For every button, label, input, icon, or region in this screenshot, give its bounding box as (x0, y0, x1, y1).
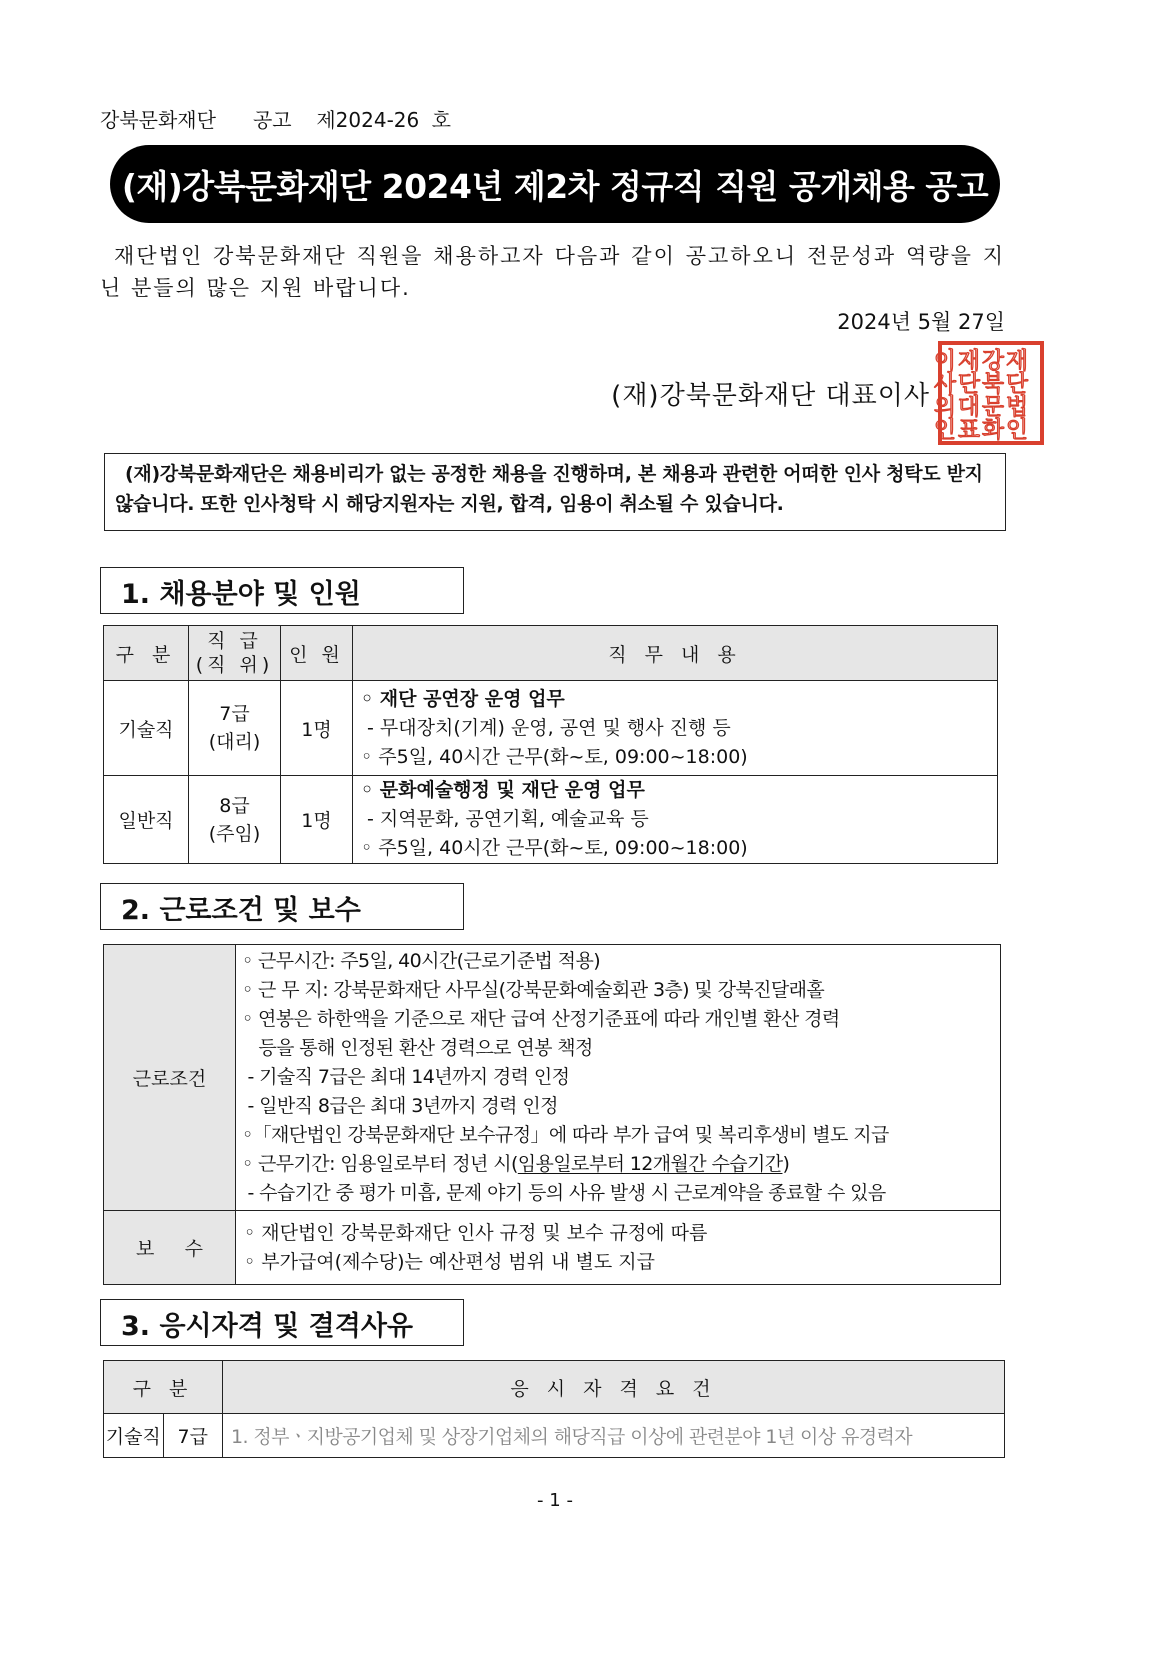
col-type: 구 분 (104, 1361, 223, 1414)
section-heading-2: 2. 근로조건 및 보수 (100, 883, 464, 930)
pay-list: ◦ 재단법인 강북문화재단 인사 규정 및 보수 규정에 따름 ◦ 부가급여(제수당)는 예산편성 범위 내 별도 지급 (236, 1211, 1001, 1285)
pay-label: 보 수 (104, 1211, 236, 1285)
page-number: - 1 - (537, 1490, 573, 1511)
announcement-date: 2024년 5월 27일 (837, 310, 1005, 334)
seal-glyph: 화 (981, 417, 1005, 443)
table-row (104, 776, 998, 864)
seal-glyph: 표 (957, 417, 981, 443)
seal-glyph: 의 (933, 394, 957, 420)
seal-glyph: 대 (957, 394, 981, 420)
qualifications-table (103, 1360, 1005, 1458)
requirement: 1. 정부ㆍ지방공기업체 및 상장기업체의 해당직급 이상에 관련분야 1년 이상 유경력자 (223, 1414, 1005, 1458)
seal-glyph: 사 (933, 371, 957, 397)
headcount: 1명 (281, 776, 353, 864)
job-type: 기술직 (104, 681, 189, 776)
job-grade: 7급 (163, 1414, 223, 1458)
seal-glyph: 문 (981, 394, 1005, 420)
seal-glyph: 단 (957, 371, 981, 397)
seal-glyph: 인 (1005, 417, 1029, 443)
table-row (104, 1414, 1005, 1458)
seal-glyph: 북 (981, 371, 1005, 397)
headcount: 1명 (281, 681, 353, 776)
seal-glyph: 이 (933, 348, 957, 374)
job-type: 일반직 (104, 776, 189, 864)
table-row (104, 681, 998, 776)
seal-glyph: 재 (1005, 348, 1029, 374)
col-type: 구 분 (104, 626, 189, 681)
job-type: 기술직 (104, 1414, 164, 1458)
seal-glyph: 재 (957, 348, 981, 374)
conditions-list: ◦ 근무시간: 주5일, 40시간(근로기준법 적용) ◦ 근 무 지: 강북문화재단 사무실(강북문화예술회관 3층) 및 강북진달래홀 ◦ 연봉은 하한액을 기준으로 재단 급여 산정기준표에 따라 개인별 환산 경력 등을 통해 인정된 환산 경력으로 연봉 책정 - 기술직 7급은 최대 14년까지 경력 인정 - 일반직 8급은 최대 3년까지 경력 인정 ◦「재단법인 강북문화재단 보수규정」에 따라 부가 급여 및 복리후생비 별도 지급 ◦ 근무기간: 임용일로부터 정년 시(임용일로부터 12개월간 수습기간) - 수습기간 중 평가 미흡, 문제 야기 등의 사유 발생 시 근로계약을 종료할 수 있음 (236, 945, 1001, 1211)
job-grade: 8급 (주임) (189, 776, 281, 864)
col-requirements: 응 시 자 격 요 건 (223, 1361, 1005, 1414)
section-heading-1: 1. 채용분야 및 인원 (100, 567, 464, 614)
conditions-table (103, 944, 1001, 1285)
intro-paragraph: 재단법인 강북문화재단 직원을 채용하고자 다음과 같이 공고하오니 전문성과 역량을 지닌 분들의 많은 지원 바랍니다. (100, 244, 1005, 300)
col-count: 인 원 (281, 626, 353, 681)
col-grade: 직 급 (직 위) (189, 626, 281, 681)
official-seal (933, 340, 1045, 446)
signer: (재)강북문화재단 대표이사 (611, 381, 930, 411)
conditions-label: 근로조건 (104, 945, 236, 1211)
seal-glyph: 강 (981, 348, 1005, 374)
duties: ◦ 문화예술행정 및 재단 운영 업무 - 지역문화, 공연기획, 예술교육 등 ◦ 주5일, 40시간 근무(화~토, 09:00~18:00) (353, 776, 998, 864)
fair-hiring-notice: (재)강북문화재단은 채용비리가 없는 공정한 채용을 진행하며, 본 채용과 관련한 어떠한 인사 청탁도 받지 않습니다. 또한 인사청탁 시 해당지원자는 지원, 합격, 임용이 취소될 수 있습니다. (104, 453, 1006, 531)
seal-glyph: 인 (933, 417, 957, 443)
col-duties: 직 무 내 용 (353, 626, 998, 681)
job-grade: 7급 (대리) (189, 681, 281, 776)
section-heading-3: 3. 응시자격 및 결격사유 (100, 1299, 464, 1346)
page-title: (재)강북문화재단 2024년 제2차 정규직 직원 공개채용 공고 (110, 145, 1000, 223)
seal-glyph: 단 (1005, 371, 1029, 397)
positions-table (103, 625, 998, 864)
duties: ◦ 재단 공연장 운영 업무 - 무대장치(기계) 운영, 공연 및 행사 진행 등 ◦ 주5일, 40시간 근무(화~토, 09:00~18:00) (353, 681, 998, 776)
announcement-number: 강북문화재단 공고 제2024-26 호 (100, 108, 451, 132)
seal-glyph: 법 (1005, 394, 1029, 420)
